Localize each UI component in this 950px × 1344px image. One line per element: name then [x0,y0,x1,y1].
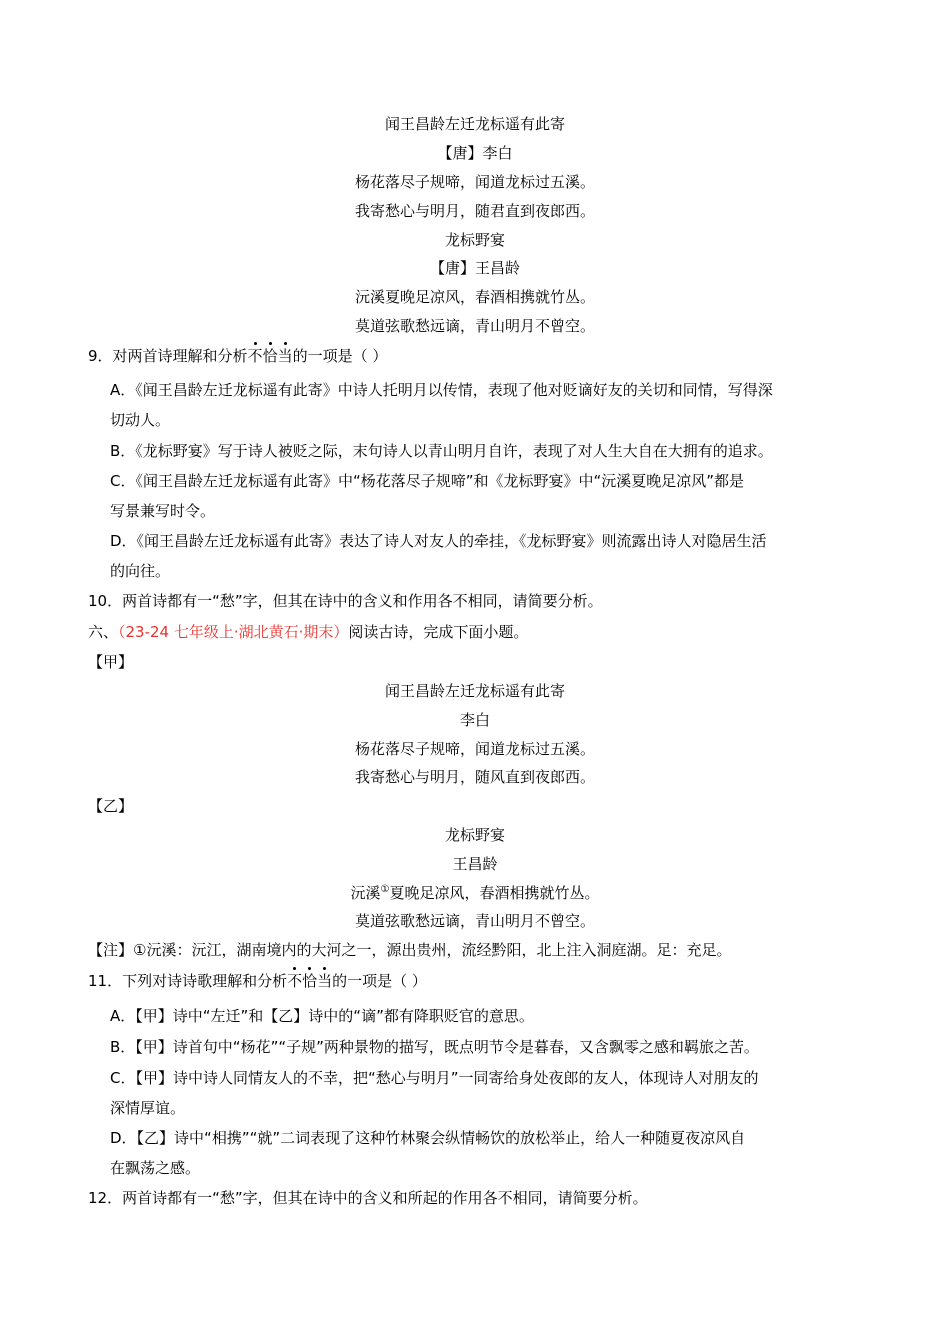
question-9 [88,346,387,366]
q9-option-a-line1: A．《闻王昌龄左迁龙标遥有此寄》中诗人托明月以传情，表现了他对贬谪好友的关切和同情，写得深 [110,381,773,399]
q9-option-a-line2: 切动人。 [110,411,171,429]
poem2-title: 龙标野宴 [444,231,505,249]
poem3-line2: 我寄愁心与明月，随风直到夜郎西。 [354,768,595,786]
label-jia: 【甲】 [88,653,134,671]
question-11-suffix: 的一项是（ ） [332,972,427,990]
poem3-line1: 杨花落尽子规啼，闻道龙标过五溪。 [354,740,595,758]
question-11 [88,971,427,991]
poem2-author: 【唐】王昌龄 [429,259,520,277]
q11-option-d-line2: 在飘荡之感。 [110,1159,201,1177]
poem1-line1: 杨花落尽子规啼，闻道龙标过五溪。 [354,173,595,191]
poem3-author: 李白 [459,711,490,729]
section-6-source: （23-24 七年级上·湖北黄石·期末） [118,623,349,641]
poem4-line1 [0,883,950,903]
section-6-heading [88,622,528,642]
emphasis-char: 不 [247,347,263,365]
label-yi: 【乙】 [88,797,134,815]
section-6-instruction: 阅读古诗，完成下面小题。 [348,623,529,641]
question-12: 12．两首诗都有一“愁”字，但其在诗中的含义和所起的作用各不相同，请简要分析。 [88,1189,648,1207]
question-9-prefix: 9．对两首诗理解和分析 [88,347,248,365]
q11-option-a: A．【甲】诗中“左迁”和【乙】诗中的“谪”都有降职贬官的意思。 [110,1007,534,1025]
question-10: 10．两首诗都有一“愁”字，但其在诗中的含义和作用各不相同，请简要分析。 [88,592,603,610]
poem1-author: 【唐】李白 [437,144,513,162]
poem2-line2: 莫道弦歌愁远谪，青山明月不曾空。 [354,317,595,335]
emphasis-char: 不 [287,972,303,990]
q11-option-c-line2: 深情厚谊。 [110,1099,186,1117]
poem4-title: 龙标野宴 [444,826,505,844]
question-11-prefix: 11．下列对诗诗歌理解和分析 [88,972,288,990]
q9-option-c-line1: C．《闻王昌龄左迁龙标遥有此寄》中“杨花落尽子规啼”和《龙标野宴》中“沅溪夏晚足凉风”都是 [110,472,745,490]
emphasis-char: 恰 [262,347,278,365]
poem1-line2: 我寄愁心与明月，随君直到夜郎西。 [354,202,595,220]
footnote-mark: ① [380,884,390,895]
q9-option-d-line1: D．《闻王昌龄左迁龙标遥有此寄》表达了诗人对友人的牵挂，《龙标野宴》则流露出诗人对隐居生活 [110,532,767,550]
emphasis-char: 当 [277,347,293,365]
poem1-title: 闻王昌龄左迁龙标遥有此寄 [384,115,565,133]
poem4-line1-end: 夏晚足凉风，春酒相携就竹丛。 [389,884,600,902]
footnote: 【注】①沅溪：沅江，湖南境内的大河之一，源出贵州，流经黔阳，北上注入洞庭湖。足：充足。 [88,941,732,959]
section-6-prefix: 六、 [88,623,119,641]
q9-option-c-line2: 写景兼写时令。 [110,502,216,520]
q11-option-b: B．【甲】诗首句中“杨花”“子规”两种景物的描写，既点明节令是暮春，又含飘零之感和羁旅之苦。 [110,1038,759,1056]
poem3-title: 闻王昌龄左迁龙标遥有此寄 [384,682,565,700]
q11-option-d-line1: D．【乙】诗中“相携”“就”二词表现了这种竹林聚会纵情畅饮的放松举止，给人一种随夏夜凉风自 [110,1129,746,1147]
question-9-suffix: 的一项是（ ） [292,347,388,365]
q11-option-c-line1: C．【甲】诗中诗人同情友人的不幸，把“愁心与明月”一同寄给身处夜郎的友人，体现诗人对朋友的 [110,1069,759,1087]
poem4-line1-start: 沅溪 [350,884,381,902]
emphasis-char: 恰 [302,972,318,990]
q9-option-d-line2: 的向往。 [110,562,171,580]
poem4-author: 王昌龄 [452,855,498,873]
emphasis-char: 当 [317,972,333,990]
poem4-line2: 莫道弦歌愁远谪，青山明月不曾空。 [354,912,595,930]
poem2-line1: 沅溪夏晚足凉风，春酒相携就竹丛。 [354,288,595,306]
q9-option-b: B．《龙标野宴》写于诗人被贬之际，末句诗人以青山明月自许，表现了对人生大自在大拥有的追求。 [110,442,773,460]
